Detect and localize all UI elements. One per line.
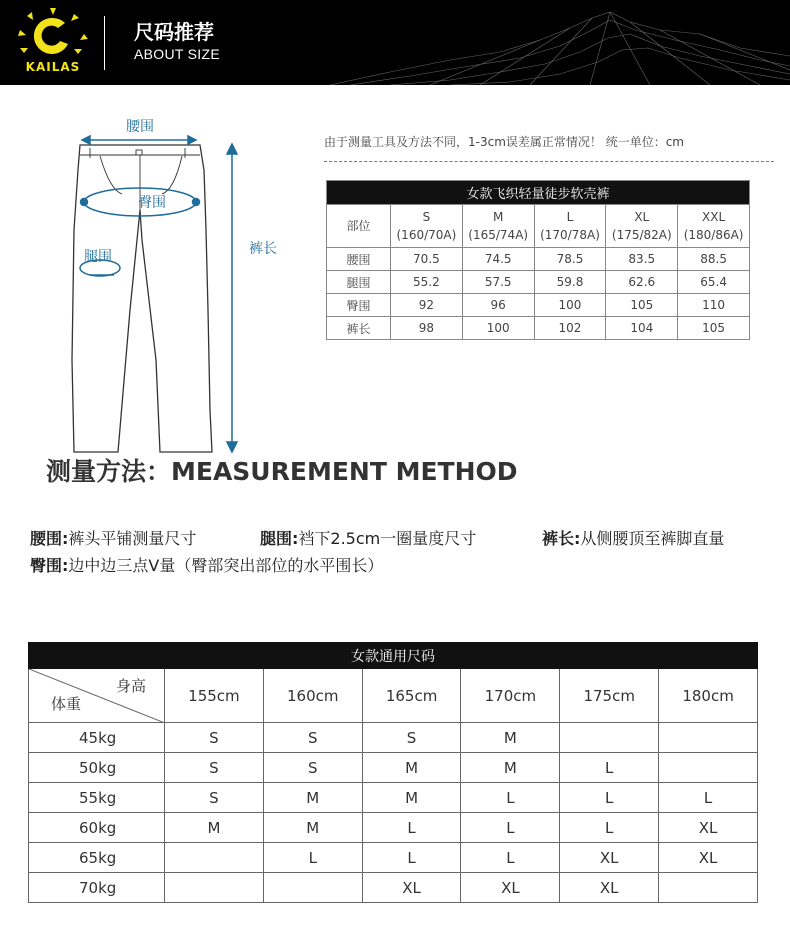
table-cell: M xyxy=(165,813,264,843)
table-cell: L xyxy=(560,753,659,783)
table-cell: S xyxy=(362,723,461,753)
size-col: XXL (180/86A) xyxy=(678,205,750,248)
table-cell: 110 xyxy=(678,294,750,317)
table-cell: XL xyxy=(560,843,659,873)
corner-cell xyxy=(29,669,165,723)
table-cell: 100 xyxy=(534,294,606,317)
waist-label: 腰围 xyxy=(126,119,154,135)
table-cell: L xyxy=(659,783,758,813)
table-cell: L xyxy=(263,843,362,873)
weight-label: 55kg xyxy=(29,783,165,813)
table-cell: M xyxy=(461,753,560,783)
table-cell: 70.5 xyxy=(391,248,463,271)
table-cell: 96 xyxy=(462,294,534,317)
table-cell: L xyxy=(362,843,461,873)
table-cell: 88.5 xyxy=(678,248,750,271)
table-row xyxy=(327,294,750,317)
table-row xyxy=(29,753,758,783)
table-cell: 74.5 xyxy=(462,248,534,271)
size-col: S (160/70A) xyxy=(391,205,463,248)
table-row xyxy=(327,271,750,294)
method-thigh: 腿围:裆下2.5cm一圈量度尺寸 xyxy=(260,529,477,548)
table-cell xyxy=(659,723,758,753)
table-cell: 78.5 xyxy=(534,248,606,271)
table-cell: M xyxy=(362,783,461,813)
general-table-caption: 女款通用尺码 xyxy=(29,643,758,669)
table-cell: 102 xyxy=(534,317,606,340)
page-title: 尺码推荐 xyxy=(134,20,214,44)
row-label: 腰围 xyxy=(327,248,391,271)
table-cell: M xyxy=(362,753,461,783)
header-divider xyxy=(104,16,105,70)
pants-diagram xyxy=(70,110,290,460)
size-table-caption: 女款飞织轻量徒步软壳裤 xyxy=(327,181,750,205)
table-row xyxy=(29,873,758,903)
table-row xyxy=(29,783,758,813)
table-cell: S xyxy=(263,753,362,783)
hip-label: 臀围 xyxy=(138,195,166,211)
table-cell: L xyxy=(461,843,560,873)
table-cell: M xyxy=(263,813,362,843)
table-cell: XL xyxy=(362,873,461,903)
weight-label: 60kg xyxy=(29,813,165,843)
table-cell: 92 xyxy=(391,294,463,317)
mountain-graphic xyxy=(330,0,790,85)
size-table-header xyxy=(327,205,750,248)
height-col: 165cm xyxy=(362,669,461,723)
table-cell xyxy=(659,873,758,903)
table-cell: S xyxy=(165,723,264,753)
size-col: M (165/74A) xyxy=(462,205,534,248)
table-row xyxy=(327,317,750,340)
table-cell: L xyxy=(461,783,560,813)
header-banner xyxy=(0,0,790,85)
height-col: 170cm xyxy=(461,669,560,723)
dashed-divider xyxy=(324,161,774,162)
table-cell: XL xyxy=(659,843,758,873)
height-col: 175cm xyxy=(560,669,659,723)
height-col: 155cm xyxy=(165,669,264,723)
table-row xyxy=(29,723,758,753)
row-label: 臀围 xyxy=(327,294,391,317)
table-cell: 62.6 xyxy=(606,271,678,294)
table-cell: L xyxy=(461,813,560,843)
table-cell: 105 xyxy=(678,317,750,340)
table-cell xyxy=(165,873,264,903)
method-waist: 腰围:裤头平铺测量尺寸 xyxy=(30,529,197,548)
brand-name: KAILAS xyxy=(25,60,81,74)
table-cell: 59.8 xyxy=(534,271,606,294)
height-col: 160cm xyxy=(263,669,362,723)
general-size-table xyxy=(28,642,758,903)
page-subtitle: ABOUT SIZE xyxy=(134,46,220,62)
table-cell: 57.5 xyxy=(462,271,534,294)
table-cell xyxy=(263,873,362,903)
table-cell: 83.5 xyxy=(606,248,678,271)
table-cell: 100 xyxy=(462,317,534,340)
height-col: 180cm xyxy=(659,669,758,723)
table-cell: 55.2 xyxy=(391,271,463,294)
table-cell: 105 xyxy=(606,294,678,317)
table-row xyxy=(327,248,750,271)
table-row xyxy=(29,843,758,873)
size-col: XL (175/82A) xyxy=(606,205,678,248)
weight-label: 50kg xyxy=(29,753,165,783)
table-cell: M xyxy=(263,783,362,813)
general-table-header xyxy=(29,669,758,723)
table-cell: L xyxy=(560,813,659,843)
weight-label: 70kg xyxy=(29,873,165,903)
table-cell: S xyxy=(263,723,362,753)
method-title: 测量方法：MEASUREMENT METHOD xyxy=(46,457,518,486)
table-cell xyxy=(560,723,659,753)
table-cell: XL xyxy=(461,873,560,903)
row-label: 腿围 xyxy=(327,271,391,294)
length-label: 裤长 xyxy=(249,241,277,257)
table-cell: S xyxy=(165,753,264,783)
table-cell: L xyxy=(560,783,659,813)
table-cell: L xyxy=(362,813,461,843)
size-col: L (170/78A) xyxy=(534,205,606,248)
method-hip: 臀围:边中边三点V量（臀部突出部位的水平围长） xyxy=(30,556,384,575)
table-cell: S xyxy=(165,783,264,813)
table-cell xyxy=(659,753,758,783)
corner-weight-label: 体重 xyxy=(51,695,82,713)
table-cell: 104 xyxy=(606,317,678,340)
row-label: 裤长 xyxy=(327,317,391,340)
table-cell: M xyxy=(461,723,560,753)
method-length: 裤长:从侧腰顶至裤脚直量 xyxy=(542,529,725,548)
table-cell: 98 xyxy=(391,317,463,340)
weight-label: 65kg xyxy=(29,843,165,873)
table-cell: 65.4 xyxy=(678,271,750,294)
table-cell xyxy=(165,843,264,873)
table-cell: XL xyxy=(560,873,659,903)
weight-label: 45kg xyxy=(29,723,165,753)
product-size-table xyxy=(326,180,750,340)
measurement-note: 由于测量工具及方法不同，1-3cm误差属正常情况！ 统一单位：cm xyxy=(324,135,684,149)
thigh-label: 腿围 xyxy=(84,249,112,265)
table-row xyxy=(29,813,758,843)
corner-height-label: 身高 xyxy=(115,677,146,695)
size-table-corner: 部位 xyxy=(327,205,391,248)
table-cell: XL xyxy=(659,813,758,843)
